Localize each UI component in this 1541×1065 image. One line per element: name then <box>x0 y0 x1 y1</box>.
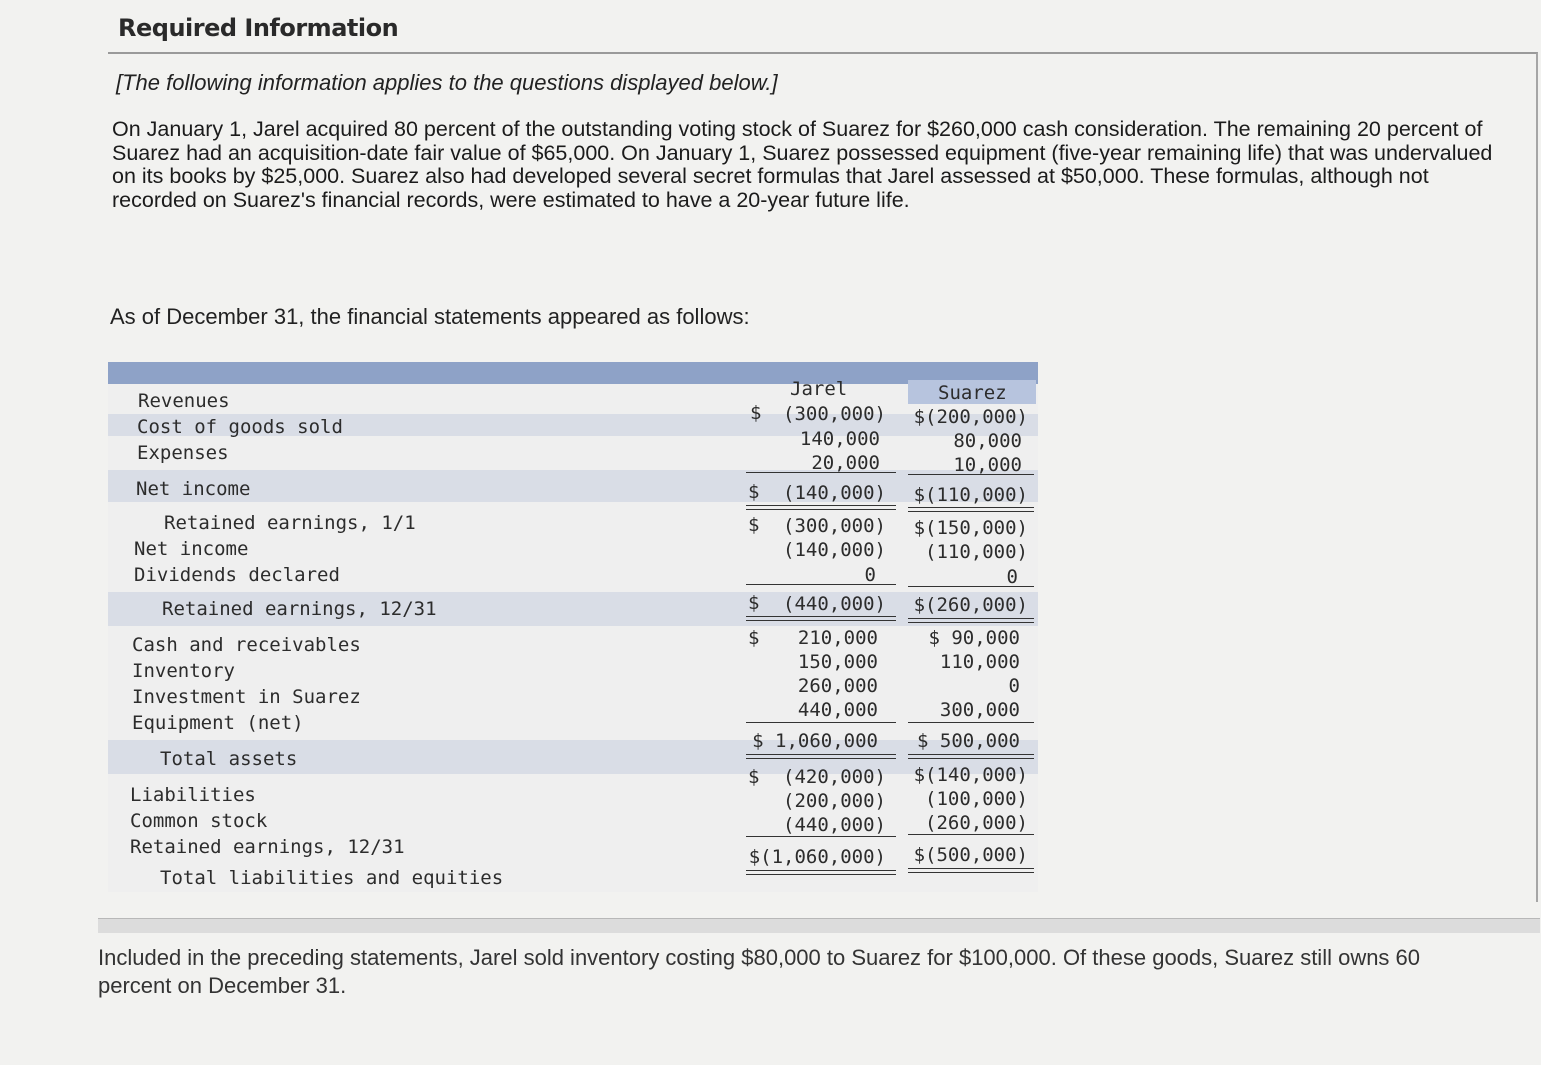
suarez-value: (110,000) <box>925 541 1028 563</box>
total-double-rule <box>908 754 1034 759</box>
jarel-value: (420,000) <box>783 766 886 788</box>
column-header-jarel: Jarel <box>790 378 848 400</box>
jarel-value: (140,000) <box>783 539 886 561</box>
jarel-value: 20,000 <box>811 452 880 474</box>
subtotal-rule <box>908 474 1034 475</box>
suarez-value: $(150,000) <box>913 517 1028 539</box>
subtotal-rule <box>908 722 1034 723</box>
subtotal-rule <box>746 836 896 837</box>
row-label-retained-earnings-dec31: Retained earnings, 12/31 <box>162 598 437 620</box>
horizontal-scrollbar[interactable] <box>98 918 1540 933</box>
row-label-net-income: Net income <box>134 538 249 560</box>
row-label-revenues: Revenues <box>138 390 230 412</box>
suarez-value: $(140,000) <box>913 764 1028 786</box>
row-label-equipment-net: Equipment (net) <box>132 712 304 734</box>
jarel-value: (300,000) <box>783 515 886 537</box>
jarel-value: 140,000 <box>799 428 880 450</box>
row-label-common-stock: Common stock <box>130 810 268 832</box>
suarez-value: $(260,000) <box>913 594 1028 616</box>
suarez-value: 300,000 <box>939 699 1020 721</box>
row-label-cost-of-goods-sold: Cost of goods sold <box>137 416 343 438</box>
jarel-value: 440,000 <box>797 699 878 721</box>
jarel-value: (140,000) <box>783 482 886 504</box>
row-label-retained-earnings-dec31: Retained earnings, 12/31 <box>130 836 405 858</box>
jarel-dollar-sign: $ <box>748 481 760 503</box>
jarel-dollar-sign: $ <box>750 402 762 424</box>
jarel-dollar-sign: $ <box>748 766 760 788</box>
column-header-suarez: Suarez <box>938 382 1007 404</box>
suarez-value: 110,000 <box>939 651 1020 673</box>
jarel-value: (200,000) <box>783 790 886 812</box>
heading: Required Information <box>118 14 399 42</box>
total-double-rule <box>908 618 1034 623</box>
subtotal-rule <box>746 584 896 585</box>
intro-note: [The following information applies to the questions displayed below.] <box>116 70 778 95</box>
jarel-value: (440,000) <box>783 814 886 836</box>
jarel-value: 260,000 <box>797 675 878 697</box>
table-header-band <box>108 362 1038 384</box>
row-label-retained-earnings-jan1: Retained earnings, 1/1 <box>164 512 416 534</box>
suarez-value: $(200,000) <box>913 406 1028 428</box>
lead-sentence: As of December 31, the financial statements appeared as follows: <box>110 304 750 329</box>
footer-paragraph: Included in the preceding statements, Jarel sold inventory costing $80,000 to Suarez for $100,000. Of these goods, Suarez still owns 60 percent on December 31. <box>98 945 1421 998</box>
total-double-rule <box>908 868 1034 873</box>
suarez-value: (100,000) <box>925 788 1028 810</box>
jarel-value: $ 1,060,000 <box>752 730 878 752</box>
suarez-value: 10,000 <box>953 454 1022 476</box>
row-label-total-assets: Total assets <box>160 748 298 770</box>
total-double-rule <box>746 754 896 759</box>
jarel-dollar-sign: $ <box>748 592 760 614</box>
jarel-value: $(1,060,000) <box>748 846 886 868</box>
suarez-value: 0 <box>1006 566 1018 588</box>
suarez-value: $ 90,000 <box>928 627 1020 649</box>
total-double-rule <box>746 616 896 621</box>
total-double-rule <box>746 505 896 510</box>
row-label-investment-in-suarez: Investment in Suarez <box>132 686 361 708</box>
row-label-dividends-declared: Dividends declared <box>134 564 340 586</box>
row-label-expenses: Expenses <box>137 442 229 464</box>
subtotal-rule <box>746 722 896 723</box>
suarez-value: $(500,000) <box>913 844 1028 866</box>
jarel-dollar-sign: $ <box>748 627 760 649</box>
suarez-value: $(110,000) <box>913 484 1028 506</box>
total-double-rule <box>746 870 896 875</box>
row-label-cash-and-receivables: Cash and receivables <box>132 634 361 656</box>
row-label-inventory: Inventory <box>132 660 235 682</box>
subtotal-rule <box>908 834 1034 835</box>
suarez-value: 80,000 <box>953 430 1022 452</box>
row-label-liabilities: Liabilities <box>130 784 256 806</box>
row-label-net-income: Net income <box>136 478 251 500</box>
subtotal-rule <box>908 586 1034 587</box>
jarel-value: 0 <box>864 564 876 586</box>
problem-paragraph: On January 1, Jarel acquired 80 percent of the outstanding voting stock of Suarez for $260,000 cash consideration. The remaining 20 percent of Suarez had an acquisition-date fair value of $65,000. On January 1, Suarez possessed equipment (five-year remaining life) that was undervalued on its books by $25,000. Suarez also had developed several secret formulas that Jarel assessed at $50,000. These formulas, although not recorded on Suarez's financial records, were estimated to have a 20-year future life. <box>112 117 1493 212</box>
suarez-value: (260,000) <box>925 812 1028 834</box>
subtotal-rule <box>746 472 896 473</box>
jarel-dollar-sign: $ <box>748 514 760 536</box>
jarel-value: (440,000) <box>783 593 886 615</box>
jarel-value: 150,000 <box>797 651 878 673</box>
total-double-rule <box>908 507 1034 512</box>
suarez-value: 0 <box>1008 675 1020 697</box>
row-label-total-liabilities-and-equities: Total liabilities and equities <box>160 867 504 889</box>
jarel-value: 210,000 <box>797 627 878 649</box>
financial-statements-table <box>108 362 1038 892</box>
suarez-value: $ 500,000 <box>917 730 1020 752</box>
jarel-value: (300,000) <box>783 403 886 425</box>
